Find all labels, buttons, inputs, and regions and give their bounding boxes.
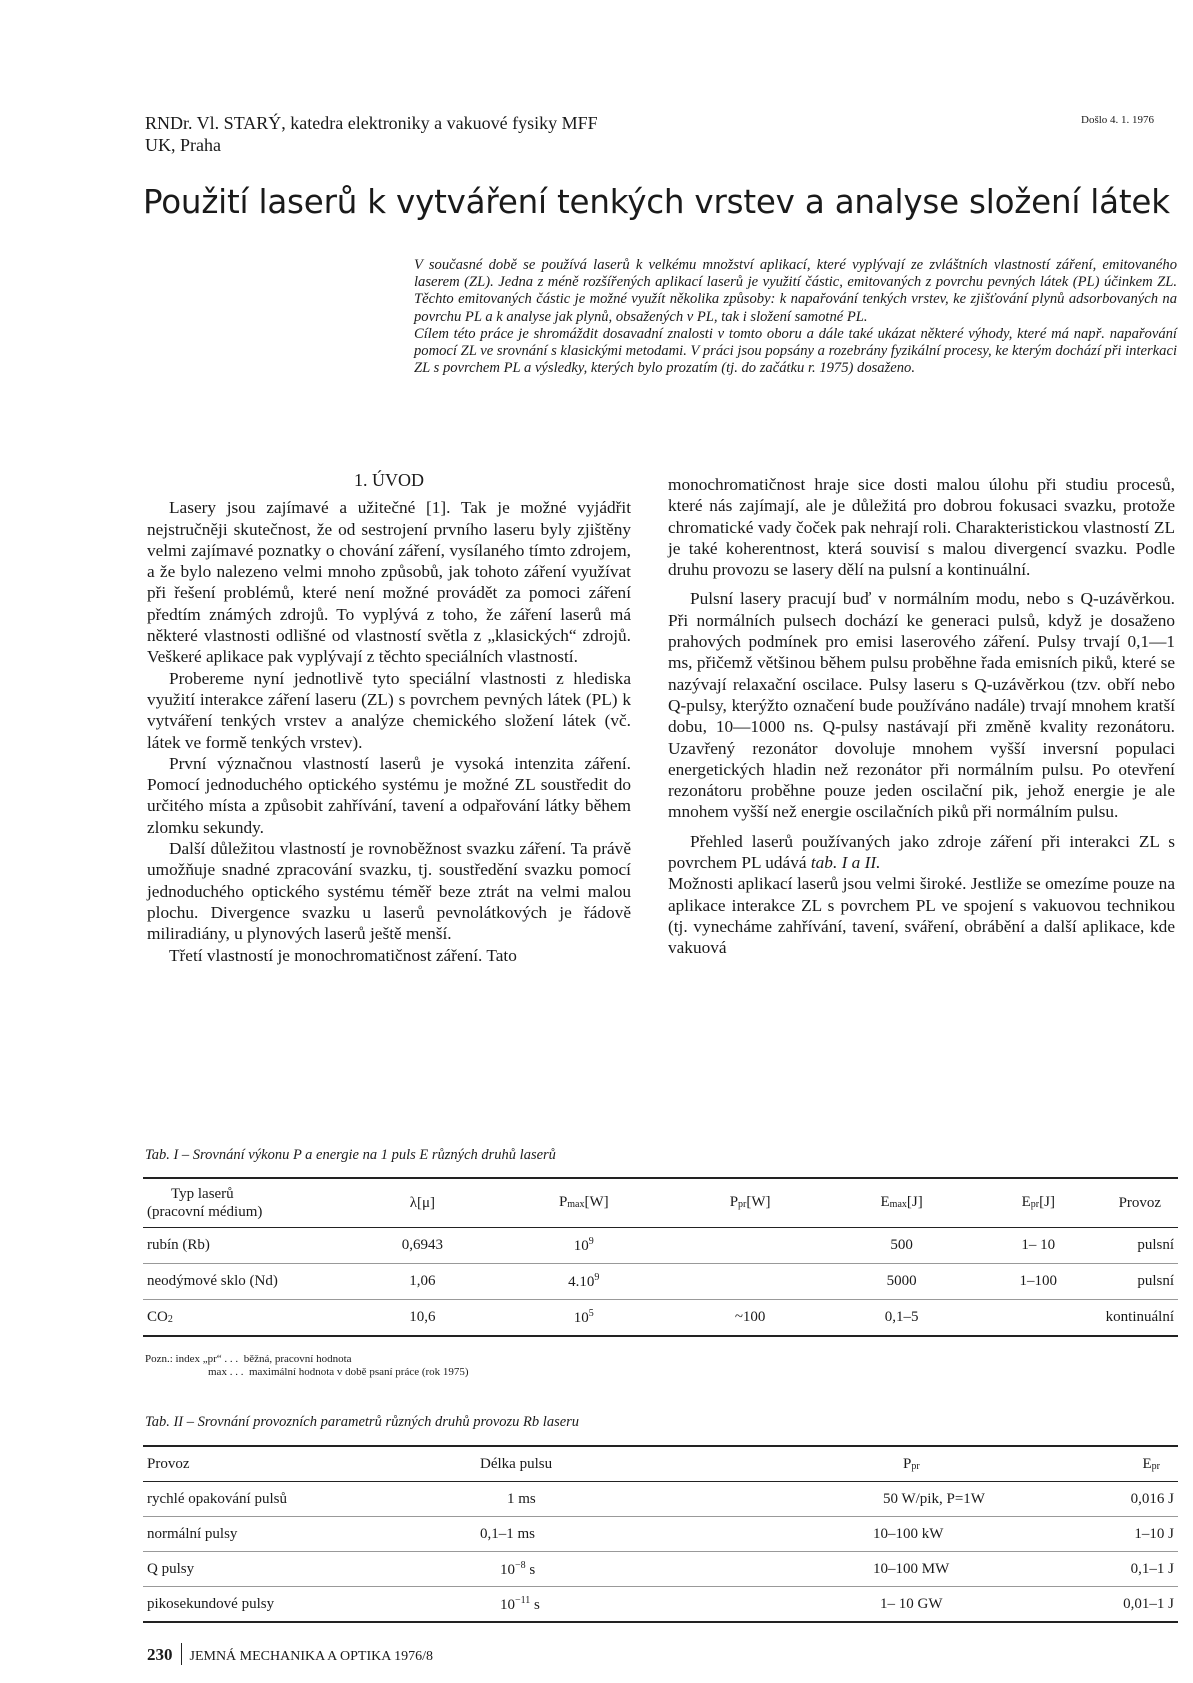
cell-mode: Q pulsy: [143, 1552, 441, 1587]
header-ppr: [672, 1178, 828, 1228]
cell-ppr: [749, 1517, 1067, 1552]
note-pr-text: běžná, pracovní hodnota: [243, 1353, 352, 1365]
cell-pmax: [496, 1228, 672, 1264]
header-duration: [441, 1446, 749, 1482]
cell-lambda: 1,06: [349, 1264, 496, 1300]
cell-type: [143, 1300, 349, 1337]
body-column-right: [668, 474, 1175, 959]
header-ppr-symbol: P: [903, 1455, 912, 1472]
cell-ppr: [672, 1264, 828, 1300]
table2: [143, 1445, 1178, 1623]
cell-ppr: [749, 1482, 1067, 1517]
cell-pmax: [496, 1264, 672, 1300]
cell-ppr: [749, 1552, 1067, 1587]
body-paragraph: Lasery jsou zajímavé a užitečné [1]. Tak je možné vyjádřit nejstručněji skutečnost, že od sestrojení prvního laseru byly zjištěny velmi zajímavé poznatky o chování záření, vysílaného tímto zdrojem, a že bylo nalezeno velmi mnoho způsobů, jak tohoto záření využívat při řešení problémů, které není možné provádět za pomoci záření předtím známých zdrojů. To vyplývá z toho, že záření laserů má některé vlastnosti odlišné od vlastností světla z „klasických“ zdrojů. Veškeré aplikace pak vyplývají z těchto speciálních vlastností.: [147, 498, 631, 667]
cell-ppr-value: 50 W/pik, P=1W: [883, 1490, 985, 1507]
received-date: Došlo 4. 1. 1976: [1081, 114, 1155, 126]
header-type: [143, 1178, 349, 1228]
cell-ppr-value: 10–100 MW: [873, 1560, 950, 1577]
cell-duration-base: 0,1–1 ms: [480, 1525, 536, 1542]
cell-epr: 1–100: [975, 1264, 1102, 1300]
cell-type-sub: 2: [167, 1314, 173, 1325]
header-ppr-sub: pr: [911, 1460, 920, 1472]
note-max-text: maximální hodnota v době psaní práce (rok 1975): [248, 1366, 469, 1378]
affiliation-line: UK, Praha: [145, 135, 221, 155]
cell-type-formula: CO: [147, 1309, 168, 1325]
header-epr-sub: pr: [1151, 1460, 1160, 1472]
header-lambda: λ[μ]: [349, 1178, 496, 1228]
cell-ppr: [672, 1228, 828, 1264]
header-ppr-symbol: P: [729, 1193, 739, 1210]
header-emax-sub: max: [889, 1198, 907, 1210]
table1: [143, 1177, 1178, 1337]
body-paragraph: Další důležitou vlastností je rovnoběžnost svazku záření. Ta právě umožňuje snadné zpracování svazku, tj. soustředění svazku pomocí jednoduchého optického systému téměř beze ztrát na velmi malou plochu. Divergence svazku u laserů pevnolátkových je řádově miliradiány, u plynových laserů ještě menší.: [147, 839, 631, 944]
note-prefix: Pozn.: index „pr“ . . .: [145, 1353, 239, 1365]
page-footer: [147, 1643, 433, 1665]
cell-epr: 0,01–1 J: [1067, 1587, 1178, 1623]
cell-duration: [441, 1552, 749, 1587]
cell-emax: 0,1–5: [828, 1300, 975, 1337]
cell-pmax-exp: 5: [588, 1308, 594, 1319]
cell-ppr: [749, 1587, 1067, 1623]
cell-duration-unit: s: [530, 1596, 540, 1613]
cell-mode: pikosekundové pulsy: [143, 1587, 441, 1623]
cell-lambda: 0,6943: [349, 1228, 496, 1264]
abstract-paragraph: V současné době se používá laserů k velkému množství aplikací, které vyplývají ze zvláštních vlastností záření, emitovaného laserem (ZL). Jedna z méně rozšířených aplikací laserů je využití částic, emitovaných z povrchu pevných látek (PL) účinkem ZL. Těchto emitovaných částic je možné využít několika způsoby: k napařování tenkých vrstev, ke zjišťování plynů adsorbovaných na povrchu PL a k analyse jak plynů, obsažených v PL, tak i složení samotné PL.: [414, 257, 1177, 325]
header-ppr: [749, 1446, 1067, 1482]
header-ppr-sub: pr: [738, 1198, 747, 1210]
cell-ppr: ~100: [672, 1300, 828, 1337]
body-paragraph: Pulsní lasery pracují buď v normálním modu, nebo s Q-uzávěrkou. Při normálních pulsech dochází ke generaci pulsů, když je dosaženo prahových podmínek pro emisi laserového záření. Pulsy trvají 0,1—1 ms, přičemž většinou během pulsu proběhne řada emisních piků, které se nazývají relaxační oscilace. Pulsy laseru s Q-uzávěrkou (tzv. obří nebo Q-pulsy, kterýžto označení bude používáno nadále) trvají mnohem kratší dobu, 10—1000 ns. Q-pulsy nastávají při změně kvality rezonátoru. Uzavřený rezonátor dovoluje mnohem vyšší inversní populaci energetických hladin než rezonátor při normálním pulsu. Po otevření rezonátoru proběhne pouze jeden oscilační pik, jehož energie je ale mnohem vyšší než energie oscilačních piků při normálním pulsu.: [668, 589, 1175, 822]
header-epr-unit: [J]: [1039, 1193, 1055, 1210]
cell-duration-exp: −11: [515, 1594, 531, 1606]
cell-duration: [441, 1587, 749, 1623]
header-emax-symbol: E: [880, 1193, 890, 1210]
header-duration-label: Délka pulsu: [480, 1455, 553, 1472]
header-type-line1: Typ laserů: [171, 1186, 234, 1202]
header-emax: [828, 1178, 975, 1228]
cell-ppr-value: 1– 10 GW: [880, 1595, 943, 1612]
note-row: [145, 1366, 469, 1379]
cell-epr: 1– 10: [975, 1228, 1102, 1264]
cell-lambda: 10,6: [349, 1300, 496, 1337]
header-epr: [975, 1178, 1102, 1228]
cell-type: neodýmové sklo (Nd): [143, 1264, 349, 1300]
cell-mode: pulsní: [1102, 1264, 1178, 1300]
abstract: [414, 257, 1177, 377]
header-epr-symbol: E: [1142, 1455, 1152, 1472]
cell-duration-exp: −8: [515, 1559, 526, 1571]
body-paragraph: monochromatičnost hraje sice dosti malou úlohu při studiu procesů, které nás zajímají, ale je důležitá pro dobrou fokusaci svazku, protože chromatické vady čoček pak nehrají roli. Charakteristickou vlastností ZL je také koherentnost, která souvisí s malou divergencí svazku. Podle druhu provozu se lasery dělí na pulsní a kontinuální.: [668, 475, 1175, 580]
cell-pmax: [496, 1300, 672, 1337]
header-type-line2: (pracovní médium): [147, 1204, 263, 1220]
cell-pmax-base: 4.10: [568, 1274, 595, 1290]
table2-caption: Tab. II – Srovnání provozních parametrů různých druhů provozu Rb laseru: [145, 1414, 580, 1430]
cell-emax: 5000: [828, 1264, 975, 1300]
abstract-paragraph: Cílem této práce je shromáždit dosavadní znalosti v tomto oboru a dále také ukázat některé výhody, které má např. napařování pomocí ZL ve srovnání s klasickými metodami. V práci jsou popsány a rozebrány fyzikální procesy, ke kterým dochází při interkaci ZL s povrchem PL a výsledky, kterých bylo prozatím (tj. do začátku r. 1975) dosaženo.: [414, 325, 1177, 377]
cell-epr: 0,1–1 J: [1067, 1552, 1178, 1587]
cell-duration: [441, 1517, 749, 1552]
article-title: Použití laserů k vytváření tenkých vrstev a analyse složení látek: [143, 183, 1170, 221]
header-epr-symbol: E: [1021, 1193, 1031, 1210]
header-emax-unit: [J]: [906, 1193, 923, 1210]
cell-epr: 0,016 J: [1067, 1482, 1178, 1517]
header-pmax-symbol: P: [558, 1193, 568, 1210]
cell-epr: [975, 1300, 1102, 1337]
cell-duration-base: 1 ms: [507, 1490, 536, 1507]
header-epr: [1067, 1446, 1178, 1482]
table-row: [143, 1552, 1178, 1587]
table1-note: [145, 1353, 469, 1379]
header-mode: Provoz: [143, 1446, 441, 1482]
table-header-row: [143, 1178, 1178, 1228]
table-row: [143, 1264, 1178, 1300]
cell-duration-base: 10: [500, 1596, 515, 1613]
header-pmax: [496, 1178, 672, 1228]
table-reference: tab. I a II.: [810, 853, 881, 873]
header-mode: Provoz: [1102, 1178, 1178, 1228]
header-pmax-sub: max: [567, 1198, 585, 1210]
body-paragraph: Možnosti aplikací laserů jsou velmi široké. Jestliže se omezíme pouze na aplikace interakce ZL s povrchem PL ve spojení s vakuovou technikou (tj. vynecháme zahřívání, tavení, sváření, obrábění a další aplikace, kde vakuová: [668, 874, 1175, 958]
cell-emax: 500: [828, 1228, 975, 1264]
cell-pmax-base: 10: [573, 1238, 589, 1254]
table-row: [143, 1228, 1178, 1264]
cell-mode: kontinuální: [1102, 1300, 1178, 1337]
cell-pmax-base: 10: [573, 1310, 589, 1326]
footer-divider: [181, 1643, 182, 1665]
author-block: [145, 112, 785, 156]
cell-epr: 1–10 J: [1067, 1517, 1178, 1552]
cell-pmax-exp: 9: [594, 1272, 600, 1283]
cell-mode: rychlé opakování pulsů: [143, 1482, 441, 1517]
page-number: 230: [147, 1645, 173, 1664]
paragraph-text: Přehled laserů používaných jako zdroje záření při interakci ZL s povrchem PL udává: [668, 831, 1175, 873]
body-column-left: [147, 470, 631, 966]
cell-duration: [441, 1482, 749, 1517]
section-heading: 1. ÚVOD: [354, 470, 424, 490]
header-pmax-unit: [W]: [584, 1193, 609, 1210]
table-row: [143, 1482, 1178, 1517]
body-paragraph: Probereme nyní jednotlivě tyto speciální vlastnosti z hlediska využití interakce záření laseru (ZL) s povrchem pevných látek (PL) k vytváření tenkých vrstev a analýze chemického složení látek (vč. látek ve formě tenkých vrstev).: [147, 668, 631, 752]
cell-type: rubín (Rb): [143, 1228, 349, 1264]
cell-ppr-value: 10–100 kW: [873, 1525, 944, 1542]
header-epr-sub: pr: [1030, 1198, 1040, 1210]
cell-mode: pulsní: [1102, 1228, 1178, 1264]
cell-duration-unit: s: [525, 1561, 536, 1578]
note-max-prefix: max . . .: [208, 1366, 244, 1378]
table-row: [143, 1517, 1178, 1552]
table-row: [143, 1300, 1178, 1337]
cell-mode: normální pulsy: [143, 1517, 441, 1552]
table-row: [143, 1587, 1178, 1623]
header-ppr-unit: [W]: [746, 1193, 771, 1210]
journal-name: JEMNÁ MECHANIKA A OPTIKA 1976/8: [189, 1649, 433, 1664]
body-paragraph: První význačnou vlastností laserů je vysoká intenzita záření. Pomocí jednoduchého optického systému je možné ZL soustředit do určitého místa a způsobit zahřívání, tavení a odpařování látky během zlomku sekundy.: [147, 753, 631, 837]
cell-duration-base: 10: [500, 1561, 515, 1578]
note-row: [145, 1353, 469, 1366]
cell-pmax-exp: 9: [588, 1236, 594, 1247]
body-paragraph: [668, 831, 1175, 874]
author-line: RNDr. Vl. STARÝ, katedra elektroniky a vakuové fysiky MFF: [145, 113, 598, 133]
table1-caption: Tab. I – Srovnání výkonu P a energie na 1 puls E různých druhů laserů: [145, 1147, 556, 1163]
body-paragraph: Třetí vlastností je monochromatičnost záření. Tato: [169, 945, 517, 965]
table-header-row: [143, 1446, 1178, 1482]
